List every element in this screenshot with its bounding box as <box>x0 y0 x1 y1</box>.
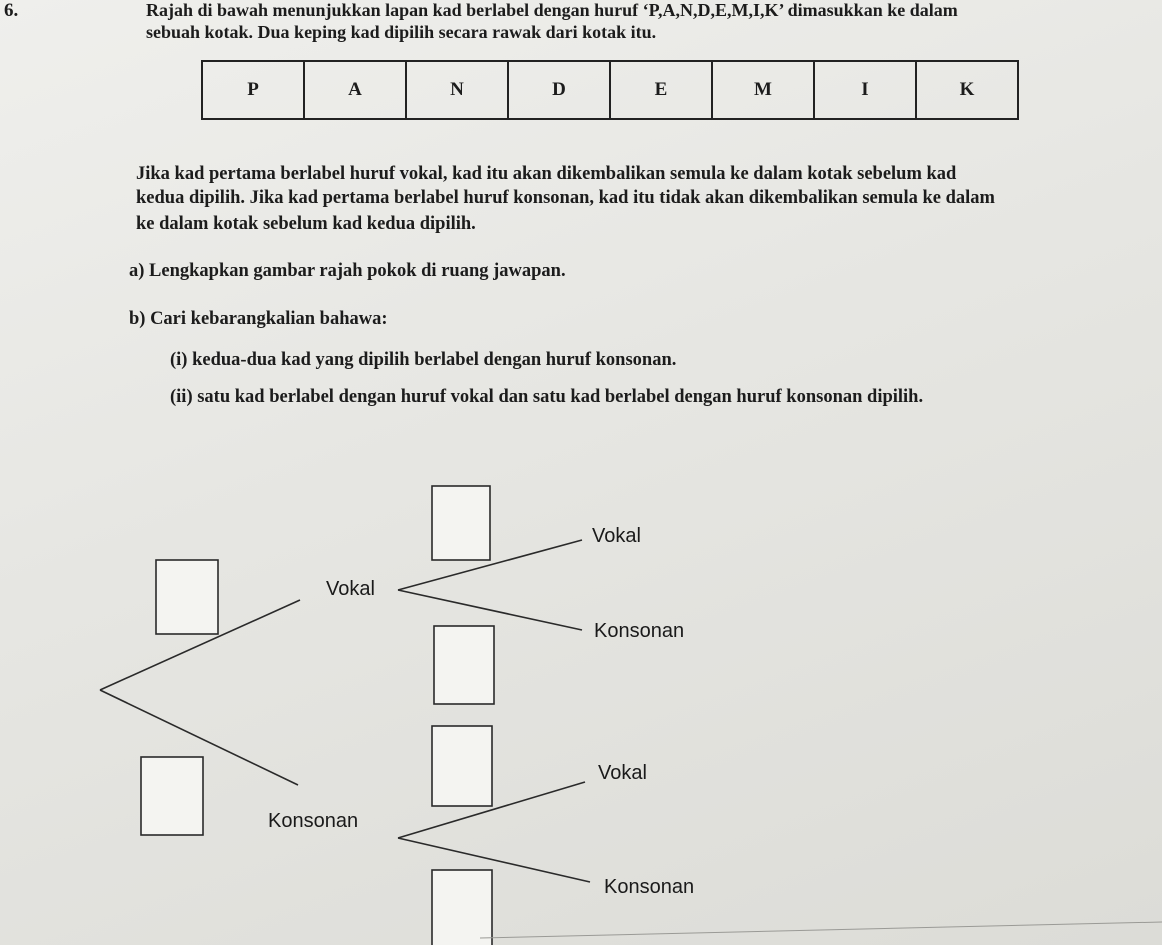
label-first-vokal: Vokal <box>326 578 375 600</box>
part-b-ii: (ii) satu kad berlabel dengan huruf vokal dan satu kad berlabel dengan huruf konsonan dipilih. <box>170 387 924 407</box>
part-b: b) Cari kebarangkalian bahawa: <box>129 309 388 329</box>
card-e: E <box>611 62 713 118</box>
answer-box-first-konsonan[interactable] <box>141 757 203 835</box>
rule-line-3: ke dalam kotak sebelum kad kedua dipilih. <box>136 214 476 234</box>
label-konsonan-vokal: Vokal <box>598 762 647 784</box>
answer-box-konsonan-vokal[interactable] <box>432 726 492 806</box>
answer-box-vokal-konsonan[interactable] <box>434 626 494 704</box>
question-number: 6. <box>4 0 19 21</box>
rule-line-1: Jika kad pertama berlabel huruf vokal, kad itu akan dikembalikan semula ke dalam kotak sebelum kad <box>136 164 957 184</box>
branch-konsonan-konsonan <box>398 838 590 882</box>
card-d: D <box>509 62 611 118</box>
answer-box-konsonan-konsonan[interactable] <box>432 870 492 945</box>
answer-box-vokal-vokal[interactable] <box>432 486 490 560</box>
answer-box-first-vokal[interactable] <box>156 560 218 634</box>
label-vokal-konsonan: Konsonan <box>594 620 685 642</box>
card-p: P <box>203 62 305 118</box>
part-a: a) Lengkapkan gambar rajah pokok di ruang jawapan. <box>129 261 566 281</box>
rule-line-2: kedua dipilih. Jika kad pertama berlabel huruf konsonan, kad itu tidak akan dikembalikan semula ke dalam <box>136 188 995 208</box>
card-a: A <box>305 62 407 118</box>
part-b-i: (i) kedua-dua kad yang dipilih berlabel dengan huruf konsonan. <box>170 350 677 370</box>
label-vokal-vokal: Vokal <box>592 525 641 547</box>
page-edge <box>480 922 1162 938</box>
label-konsonan-konsonan: Konsonan <box>604 876 695 898</box>
branch-vokal-konsonan <box>398 590 582 630</box>
label-first-konsonan: Konsonan <box>268 810 359 832</box>
card-m: M <box>713 62 815 118</box>
card-n: N <box>407 62 509 118</box>
card-k: K <box>959 79 975 100</box>
intro-line-2: sebuah kotak. Dua keping kad dipilih secara rawak dari kotak itu. <box>146 22 657 42</box>
card-i: I <box>815 62 917 118</box>
intro-line-1: Rajah di bawah menunjukkan lapan kad berlabel dengan huruf ‘P,A,N,D,E,M,I,K’ dimasukkan ke dalam <box>146 0 958 20</box>
